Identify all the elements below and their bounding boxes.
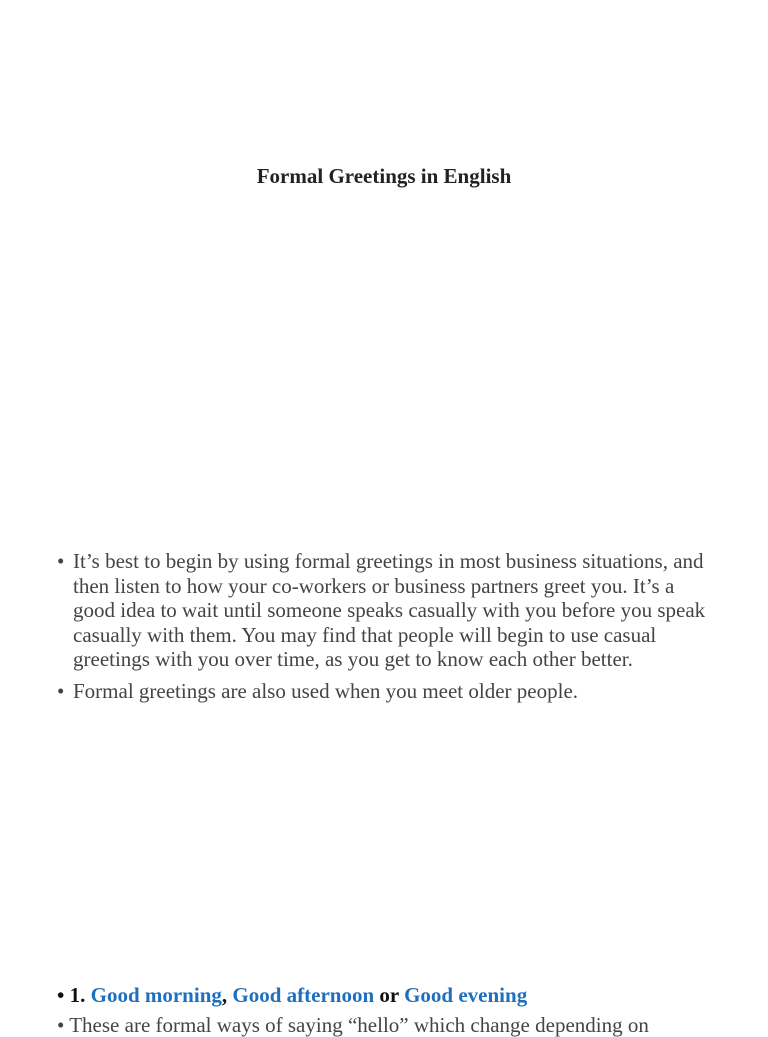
bullet-list [57,549,717,710]
bullet-icon: • [57,1013,65,1037]
greeting-link-good-evening[interactable]: Good evening [404,983,528,1007]
bullet-text: Formal greetings are also used when you meet older people. [73,678,579,703]
truncated-bullet [57,1013,757,1037]
bullet-icon: • [57,549,65,573]
list-item [57,549,717,672]
greeting-link-good-morning[interactable]: Good morning [90,983,222,1007]
page-title: Formal Greetings in English [256,164,512,188]
section-number: 1. [69,983,86,1007]
bullet-icon: • [57,983,65,1007]
truncated-text: These are formal ways of saying “hello” which change depending on [69,1013,649,1037]
list-item [57,679,717,704]
section-heading [57,981,747,1009]
separator-or: or [379,983,399,1007]
separator-comma: , [221,983,228,1007]
greeting-link-good-afternoon[interactable]: Good afternoon [232,983,375,1007]
bullet-text: It’s best to begin by using formal greetings in most business situations, and then listen to how your co-workers or business partners greet you. It’s a good idea to wait until someone speaks casually with you before you speak casually with them. You may find that people will begin to use casual greetings with you over time, as you get to know each other better. [73,549,706,671]
bullet-icon: • [57,678,65,703]
